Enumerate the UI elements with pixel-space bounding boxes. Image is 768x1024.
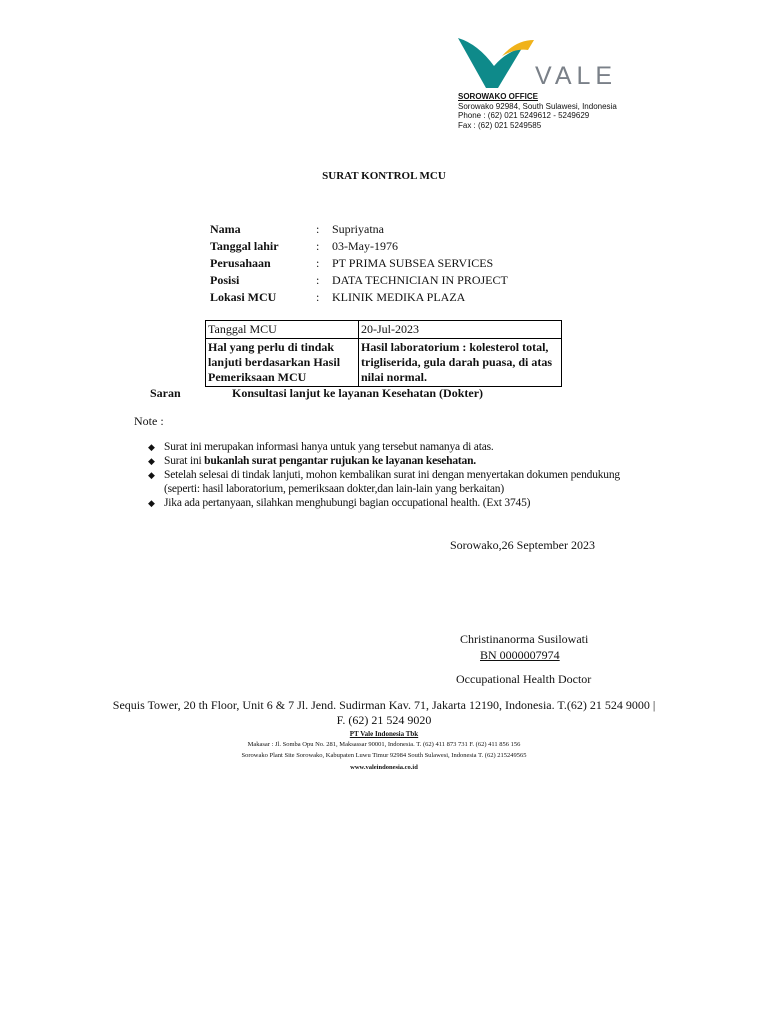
note-text-bold: bukanlah surat pengantar rujukan ke layanan kesehatan. <box>204 455 476 467</box>
vale-logo <box>458 36 618 90</box>
info-separator: : <box>316 290 320 304</box>
info-label: Nama <box>210 222 241 236</box>
mcu-date-label: Tanggal MCU <box>206 321 359 339</box>
note-text: (seperti: hasil laboratorium, pemeriksaan dokter,dan lain-lain yang berkaitan) <box>164 483 504 495</box>
bullet-icon: ◆ <box>148 456 155 466</box>
info-label: Lokasi MCU <box>210 290 277 304</box>
office-fax: Fax : (62) 021 5249585 <box>458 120 542 130</box>
signer-role: Occupational Health Doctor <box>456 672 592 686</box>
info-separator: : <box>316 239 320 253</box>
mcu-row-followup <box>206 339 562 387</box>
footer-address-line: Sequis Tower, 20 th Floor, Unit 6 & 7 Jl. Jend. Sudirman Kav. 71, Jakarta 12190, Indonesia. T.(62) 21 524 9000 | <box>112 698 656 712</box>
bullet-icon: ◆ <box>148 470 155 480</box>
info-row-company <box>210 256 508 273</box>
notes-list <box>148 440 638 510</box>
list-item <box>148 468 638 496</box>
logo-text: VALE <box>535 62 618 90</box>
bullet-icon: ◆ <box>148 442 155 452</box>
mcu-followup-label-line: lanjuti berdasarkan Hasil <box>208 355 341 369</box>
mcu-followup-value-line: nilai normal. <box>361 370 428 384</box>
personal-info <box>210 222 508 307</box>
info-separator: : <box>316 222 320 236</box>
info-label: Posisi <box>210 273 240 287</box>
mcu-followup-label-line: Hal yang perlu di tindak <box>208 340 335 354</box>
mcu-followup-label-line: Pemeriksaan MCU <box>208 370 307 384</box>
footer-company: PT Vale Indonesia Tbk <box>349 730 419 738</box>
mcu-followup-value-line: Hasil laboratorium : kolesterol total, <box>361 340 549 354</box>
signer-name: Christinanorma Susilowati <box>460 632 589 646</box>
date-place: Sorowako,26 September 2023 <box>450 538 595 552</box>
info-label: Tanggal lahir <box>210 239 279 253</box>
office-name: SOROWAKO OFFICE <box>458 92 538 101</box>
info-row-birthdate <box>210 239 508 256</box>
mcu-date-value: 20-Jul-2023 <box>359 321 562 339</box>
saran-value: Konsultasi lanjut ke layanan Kesehatan (Dokter) <box>232 386 484 400</box>
info-value: DATA TECHNICIAN IN PROJECT <box>332 273 508 287</box>
bullet-icon: ◆ <box>148 498 155 508</box>
saran-label: Saran <box>150 386 181 400</box>
info-value: KLINIK MEDIKA PLAZA <box>332 290 466 304</box>
mcu-followup-value <box>359 339 562 387</box>
note-label: Note : <box>134 414 164 428</box>
mcu-followup-label <box>206 339 359 387</box>
mcu-followup-value-line: trigliserida, gula darah puasa, di atas <box>361 355 553 369</box>
info-value: 03-May-1976 <box>332 239 398 253</box>
signer-bn: BN 0000007974 <box>480 648 560 662</box>
note-text: Setelah selesai di tindak lanjuti, mohon kembalikan surat ini dengan menyertakan dokumen pendukung <box>164 469 620 481</box>
office-address: Sorowako 92984, South Sulawesi, Indonesia <box>458 101 617 111</box>
info-separator: : <box>316 256 320 270</box>
document-title: SURAT KONTROL MCU <box>322 170 446 182</box>
office-phone: Phone : (62) 021 5249612 - 5249629 <box>458 111 590 120</box>
mcu-row-date <box>206 321 562 339</box>
info-separator: : <box>316 273 320 287</box>
info-row-location <box>210 290 508 307</box>
office-block <box>458 92 617 130</box>
footer-sorowako: Sorowako Plant Site Sorowako, Kabupaten Luwu Timur 92984 South Sulawesi, Indonesia T. (62) 215249565 <box>241 752 527 759</box>
footer-website: www.valeindonesia.co.id <box>350 764 418 771</box>
list-item <box>148 496 638 510</box>
info-value: Supriyatna <box>332 222 384 236</box>
info-row-name <box>210 222 508 239</box>
vale-logo-icon <box>458 36 618 90</box>
footer-makasar: Makasar : Jl. Somba Opu No. 281, Maksassar 90001, Indonesia. T. (62) 411 873 731 F. (62) 411 856 156 <box>247 741 521 748</box>
footer-address-line: F. (62) 21 524 9020 <box>336 713 432 727</box>
note-text: Surat ini merupakan informasi hanya untuk yang tersebut namanya di atas. <box>164 441 494 453</box>
list-item <box>148 440 638 454</box>
info-row-position <box>210 273 508 290</box>
note-text: Jika ada pertanyaan, silahkan menghubungi bagian occupational health. (Ext 3745) <box>164 497 531 509</box>
list-item <box>148 454 638 468</box>
footer-address <box>100 698 668 728</box>
info-label: Perusahaan <box>210 256 271 270</box>
info-value: PT PRIMA SUBSEA SERVICES <box>332 256 494 270</box>
note-text: Surat ini <box>164 455 205 467</box>
mcu-table <box>205 320 562 387</box>
